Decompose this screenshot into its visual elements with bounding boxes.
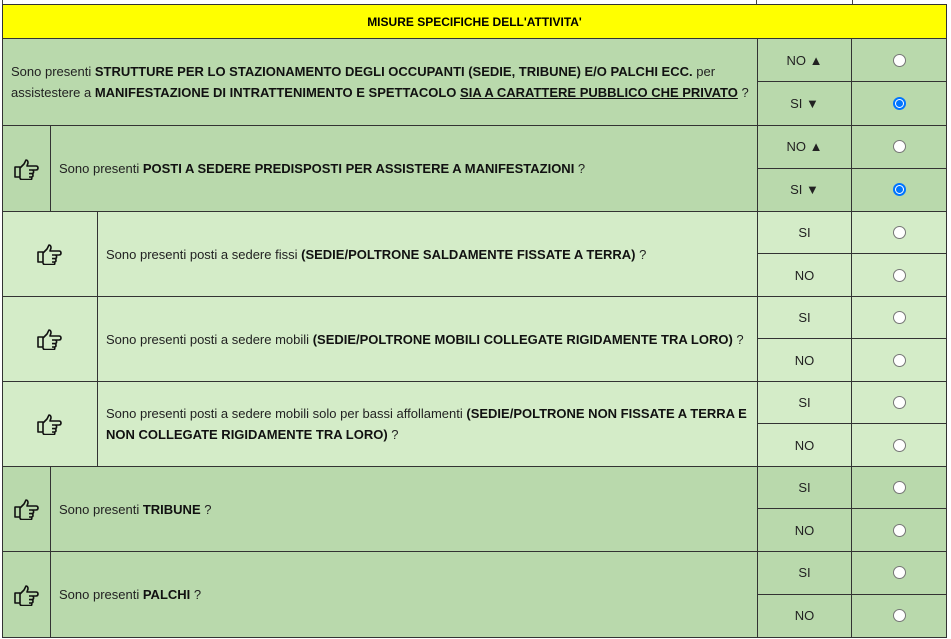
pointing-hand-icon — [3, 126, 51, 211]
section-header — [2, 4, 947, 39]
radio-no[interactable] — [893, 269, 906, 282]
radio-no[interactable] — [893, 609, 906, 622]
question-text-pre: Sono presenti posti a sedere mobili — [106, 331, 313, 347]
answer-options — [757, 467, 946, 551]
question-text-post: ? — [635, 246, 647, 262]
question-row-tribune — [2, 467, 947, 552]
question-row-posti-a-sedere — [2, 126, 947, 212]
option-label: NO — [758, 595, 852, 638]
radio-no[interactable] — [893, 140, 906, 153]
question-row-bassi-affollamenti — [2, 382, 947, 467]
option-no — [758, 254, 946, 296]
option-no — [758, 509, 946, 551]
question-text-bold: MANIFESTAZIONE DI INTRATTENIMENTO E SPETTACOLO — [94, 85, 457, 100]
option-si — [758, 169, 946, 212]
radio-si-selected[interactable] — [893, 183, 906, 196]
question-text-post: ? — [387, 427, 399, 442]
question-text-pre: Sono presenti — [59, 501, 143, 517]
question-text-bold: STRUTTURE PER LO STAZIONAMENTO DEGLI OCCUPANTI (SEDIE, TRIBUNE) E/O PALCHI ECC. — [94, 64, 693, 79]
question-text-pre: Sono presenti posti a sedere fissi — [106, 246, 302, 262]
option-label: NO ▲ — [758, 126, 852, 168]
answer-options — [757, 382, 946, 466]
question-text — [51, 467, 757, 551]
radio-no[interactable] — [893, 54, 906, 67]
question-text — [51, 126, 757, 211]
radio-no[interactable] — [893, 354, 906, 367]
option-label: SI — [758, 212, 852, 253]
question-text — [3, 39, 757, 125]
pointing-hand-icon — [3, 467, 51, 551]
option-label: NO — [758, 254, 852, 296]
answer-options — [757, 297, 946, 381]
question-row-posti-mobili — [2, 297, 947, 382]
option-label: SI — [758, 552, 852, 594]
option-label: NO — [758, 509, 852, 551]
option-label: NO — [758, 339, 852, 381]
option-label: SI ▼ — [758, 82, 852, 125]
answer-options — [757, 552, 946, 637]
option-label: NO — [758, 424, 852, 466]
radio-no[interactable] — [893, 439, 906, 452]
answer-options — [757, 39, 946, 125]
question-text-post: ? — [737, 85, 749, 100]
radio-si[interactable] — [893, 311, 906, 324]
question-text-post: ? — [732, 331, 744, 347]
question-text-pre: Sono presenti — [59, 161, 143, 176]
answer-options — [757, 126, 946, 211]
option-si — [758, 297, 946, 339]
option-si — [758, 212, 946, 254]
option-label: SI — [758, 297, 852, 338]
question-text — [98, 297, 757, 381]
question-row-palchi — [2, 552, 947, 638]
radio-si[interactable] — [893, 481, 906, 494]
option-no — [758, 595, 946, 638]
question-row-posti-fissi — [2, 212, 947, 297]
question-text-pre: Sono presenti posti a sedere mobili solo per bassi affollamenti — [106, 406, 467, 421]
pointing-hand-icon — [3, 382, 98, 466]
radio-si[interactable] — [893, 226, 906, 239]
question-text-post: ? — [190, 587, 202, 602]
question-row-strutture — [2, 39, 947, 126]
question-text-bold: PALCHI — [142, 587, 191, 602]
option-label: SI ▼ — [758, 169, 852, 212]
question-text-bold: (SEDIE/POLTRONE SALDAMENTE FISSATE A TERRA) — [301, 246, 636, 262]
question-text-pre: Sono presenti — [59, 587, 143, 602]
question-text — [98, 212, 757, 296]
question-text-pre: Sono presenti — [11, 64, 95, 79]
question-text-bold: POSTI A SEDERE PREDISPOSTI PER ASSISTERE A MANIFESTAZIONI — [142, 161, 575, 176]
section-title: MISURE SPECIFICHE DELL'ATTIVITA' — [367, 14, 582, 29]
question-text-post: ? — [200, 501, 212, 517]
option-label: NO ▲ — [758, 39, 852, 81]
question-text-underlined: SIA A CARATTERE PUBBLICO CHE PRIVATO — [460, 85, 738, 100]
radio-si-selected[interactable] — [893, 97, 906, 110]
question-text-bold: (SEDIE/POLTRONE MOBILI COLLEGATE RIGIDAMENTE TRA LORO) — [312, 331, 733, 347]
option-no — [758, 126, 946, 169]
option-si — [758, 467, 946, 509]
answer-options — [757, 212, 946, 296]
question-text-bold: TRIBUNE — [142, 501, 201, 517]
option-no — [758, 339, 946, 381]
question-text-bold: (SEDIE/POLTRONE NON FISSATE A TERRA E NON COLLEGATE RIGIDAMENTE TRA LORO) — [106, 406, 747, 442]
radio-si[interactable] — [893, 396, 906, 409]
option-label: SI — [758, 467, 852, 508]
pointing-hand-icon — [3, 297, 98, 381]
option-label: SI — [758, 382, 852, 423]
question-text-post: ? — [574, 161, 586, 176]
pointing-hand-icon — [3, 552, 51, 637]
pointing-hand-icon — [3, 212, 98, 296]
radio-no[interactable] — [893, 524, 906, 537]
question-text-mid: per assistestere a — [11, 64, 716, 100]
option-si — [758, 382, 946, 424]
option-no — [758, 424, 946, 466]
radio-si[interactable] — [893, 566, 906, 579]
option-no — [758, 39, 946, 82]
question-text — [51, 552, 757, 637]
question-text — [98, 382, 757, 466]
option-si — [758, 552, 946, 595]
option-si — [758, 82, 946, 125]
